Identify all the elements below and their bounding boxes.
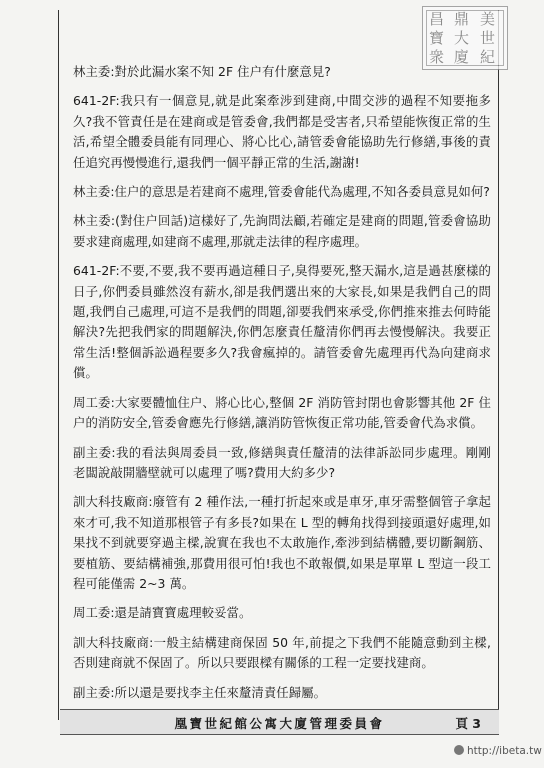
- page-number: 頁 3: [455, 716, 481, 731]
- seal-stamp: [422, 6, 508, 70]
- minutes-paragraph: 訓大科技廠商:一般主結構建商保固 50 年,前提之下我們不能隨意動到主樑,否則建商就不保固了。所以只要跟樑有關係的工程一定要找建商。: [73, 634, 491, 671]
- watermark: [454, 745, 542, 757]
- left-margin-line: [58, 10, 59, 720]
- page-footer: [60, 709, 499, 735]
- seal-char: 世: [480, 29, 496, 47]
- seal-char: 紀: [480, 48, 496, 66]
- minutes-paragraph: 641-2F:我只有一個意見,就是此案牽涉到建商,中間交涉的過程不知要拖多久?我不管責任是在建商或是管委會,我們都是受害者,只希望能恢復正常的生活,希望全體委員能有同理心、將心比心,請管委會能協助先行修繕,事後的責任追究再慢慢進行,還我們一個平靜正常的生活,謝謝!: [73, 93, 491, 170]
- minutes-paragraph: 林主委:對於此漏水案不知 2F 住户有什麼意見?: [73, 64, 331, 79]
- minutes-paragraph: 副主委:所以還是要找李主任來釐清責任歸屬。: [73, 684, 327, 700]
- minutes-body: [73, 62, 491, 712]
- minutes-paragraph: 林主委:(對住户回話)這樣好了,先詢問法顧,若確定是建商的問題,管委會協助要求建商處理,如建商不處理,那就走法律的程序處理。: [73, 213, 491, 249]
- minutes-paragraph: 周工委:大家要體恤住户、將心比心,整個 2F 消防管封閉也會影響其他 2F 住户的消防安全,管委會應先行修繕,讓消防管恢復正常功能,管委會代為求償。: [73, 394, 491, 431]
- watermark-text: http://ibeta.tw: [467, 745, 542, 757]
- seal-char: 大: [454, 29, 470, 47]
- seal-char: 昌: [429, 10, 445, 28]
- minutes-paragraph: 周工委:還是請寶寶處理較妥當。: [73, 605, 252, 621]
- seal-char: 廈: [454, 48, 470, 66]
- seal-char: 鼎: [454, 10, 470, 28]
- minutes-paragraph: 訓大科技廠商:廢管有 2 種作法,一種打折起來或是車牙,車牙需整個管子拿起來才可,我不知道那根管子有多長?如果在 L 型的轉角找得到接頭還好處理,如果找不到就要穿過主樑,說實在我也不太敢施作,牽涉到結構體,要切斷鋼筋、要植筋、要結構補強,那費用很可怕!我也不敢報價,如果是單單 L 型這一段工程可能僅需 2~3 萬。: [73, 494, 491, 591]
- minutes-paragraph: 副主委:我的看法與周委員一致,修繕與責任釐清的法律訴訟同步處理。剛剛老闆說敲開牆壁就可以處理了嗎?費用大約多少?: [73, 444, 491, 480]
- minutes-paragraph: 641-2F:不要,不要,我不要再過這種日子,臭得要死,整天漏水,這是過甚麼樣的日子,你們委員雖然沒有薪水,卻是我們選出來的大家長,如果是我們自己的問題,我們自己處理,可這不是我們的問題,卻要我們來承受,你們推來推去何時能解決?先把我們家的問題解決,你們怎麼責任釐清你們再去慢慢解決。我要正常生活!整個訴訟過程要多久?我會瘋掉的。請管委會先處理再代為向建商求償。: [73, 263, 491, 381]
- seal-char: 美: [480, 10, 496, 28]
- seal-char: 衆: [429, 48, 445, 66]
- right-margin-line: [498, 10, 499, 720]
- footer-title: 凰寶世紀館公寓大廈管理委員會: [174, 716, 385, 731]
- watermark-logo-icon: [454, 745, 464, 755]
- seal-char: 寶: [429, 29, 445, 47]
- minutes-paragraph: 林主委:住户的意思是若建商不處理,管委會能代為處理,不知各委員意見如何?: [73, 184, 490, 200]
